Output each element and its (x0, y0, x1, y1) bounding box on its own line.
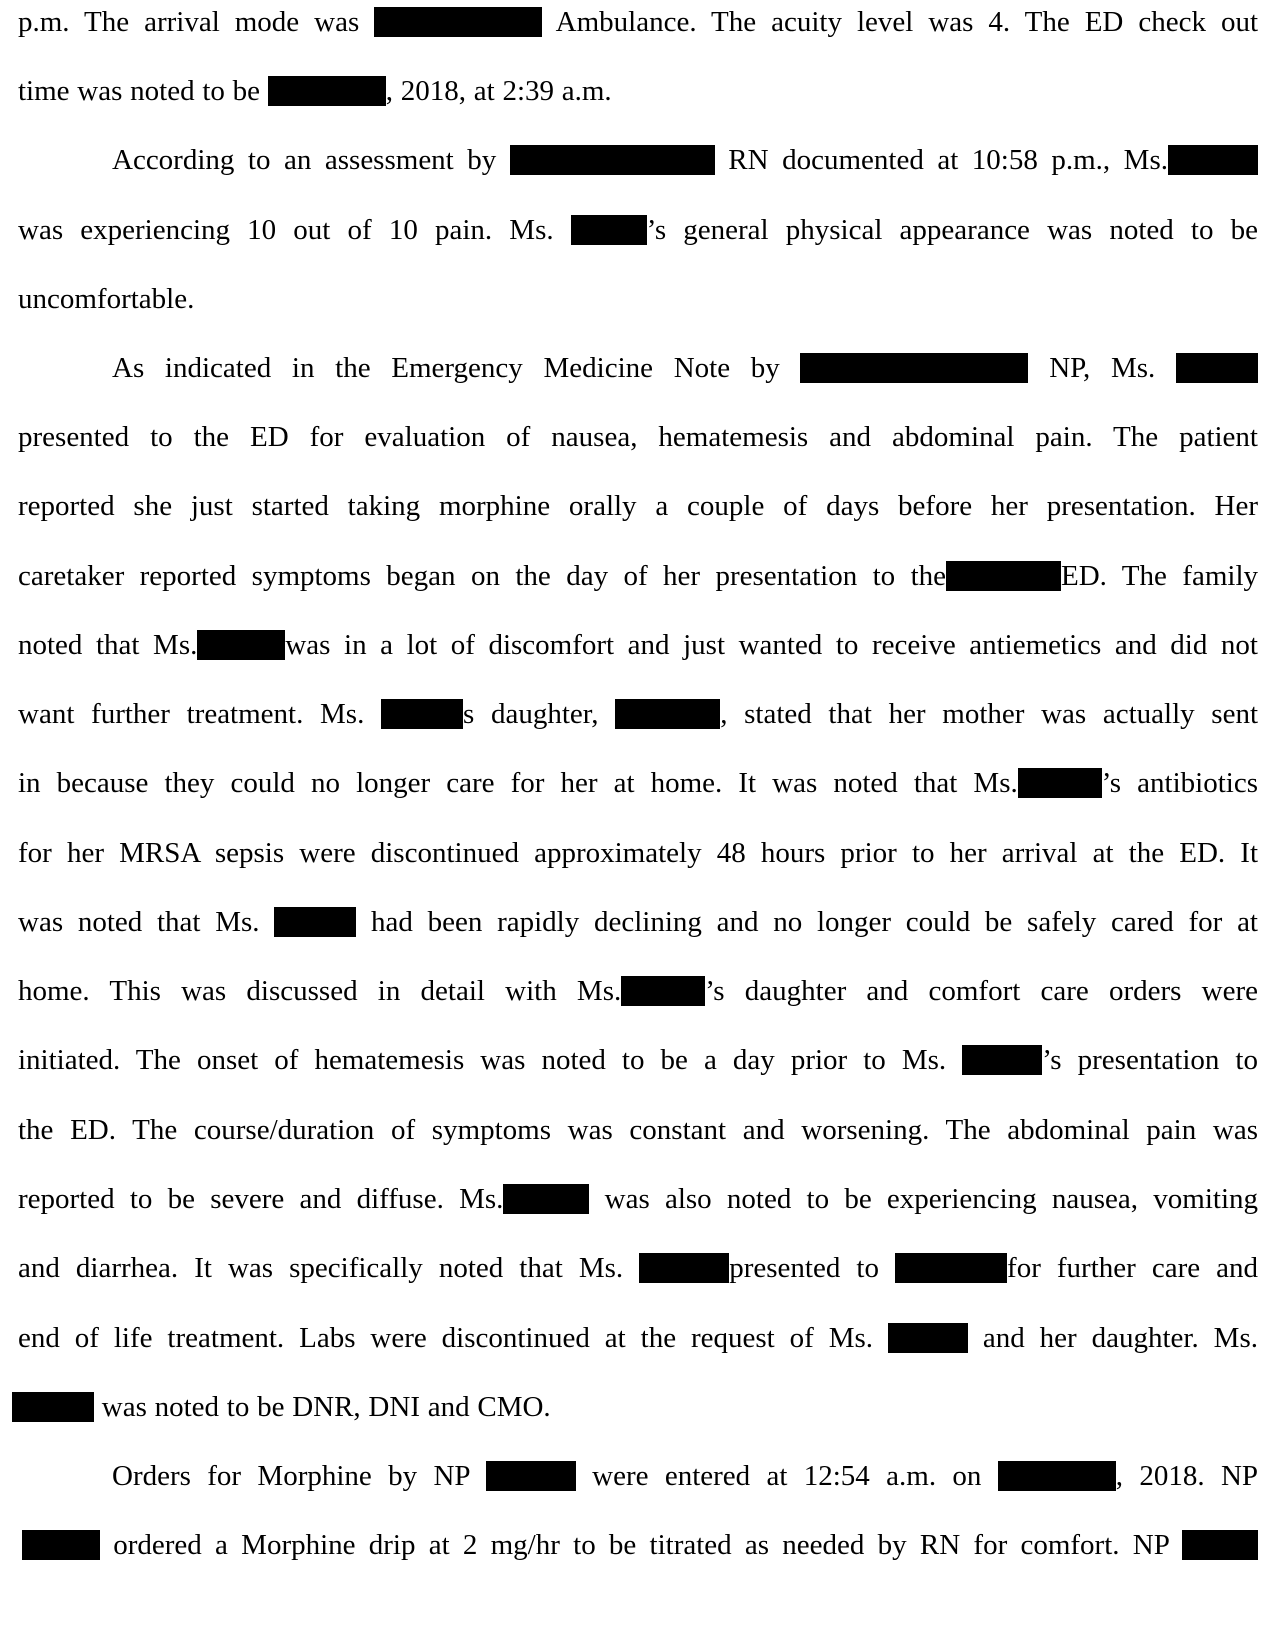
text-line (18, 488, 1258, 524)
paragraph-first-line (112, 142, 1258, 178)
redaction-box (381, 699, 463, 729)
text-segment: the ED. The course/duration of symptoms was constant and worsening. The abdominal pain was (18, 1114, 1258, 1146)
text-segment: ’s daughter and comfort care orders were (705, 975, 1258, 1007)
text-segment: ordered a Morphine drip at 2 mg/hr to be titrated as needed by RN for comfort. NP (113, 1529, 1169, 1561)
redaction-box (22, 1530, 100, 1560)
text-segment: , 2018. NP (1115, 1460, 1259, 1492)
redaction-box (1176, 353, 1258, 383)
text-segment: for further care and (1007, 1252, 1259, 1284)
text-line (18, 1320, 1258, 1356)
redaction-box (12, 1392, 94, 1422)
redaction-box (486, 1461, 576, 1491)
text-segment: end of life treatment. Labs were discontinued at the request of Ms. (18, 1322, 874, 1354)
text-line (18, 558, 1258, 594)
text-segment: was experiencing 10 out of 10 pain. Ms. (18, 214, 554, 246)
text-line (18, 973, 1258, 1009)
text-segment: for her MRSA sepsis were discontinued approximately 48 hours prior to her arrival at the ED. It (18, 837, 1258, 869)
text-segment: NP, Ms. (1049, 352, 1156, 384)
text-segment: in because they could no longer care for her at home. It was noted that Ms. (18, 767, 1018, 799)
redaction-box (998, 1461, 1116, 1491)
text-line (18, 627, 1258, 663)
text-line (18, 281, 1258, 317)
text-segment: ED. The family (1061, 560, 1259, 592)
text-line (18, 419, 1258, 455)
redaction-box (374, 7, 542, 37)
text-segment: , 2018, at 2:39 a.m. (385, 75, 612, 107)
redaction-box (639, 1253, 729, 1283)
text-line (18, 212, 1258, 248)
redaction-box (888, 1323, 968, 1353)
redaction-box (895, 1253, 1007, 1283)
text-line (18, 696, 1258, 732)
text-segment: ’s antibiotics (1101, 767, 1258, 799)
text-segment: and her daughter. Ms. (982, 1322, 1258, 1354)
text-segment: time was noted to be (18, 75, 261, 107)
redaction-box (621, 976, 705, 1006)
redaction-box (274, 907, 356, 937)
text-line (18, 1250, 1258, 1286)
redaction-box (268, 76, 386, 106)
text-segment: uncomfortable. (18, 283, 195, 315)
text-segment: ’s general physical appearance was noted to be (646, 214, 1258, 246)
text-segment: was noted that Ms. (18, 906, 260, 938)
text-line (22, 1527, 1258, 1563)
text-segment: reported she just started taking morphine orally a couple of days before her presentation. Her (18, 490, 1258, 522)
text-segment: s daughter, (463, 698, 599, 730)
text-line (18, 73, 1258, 109)
redaction-box (800, 353, 1028, 383)
text-segment: was also noted to be experiencing nausea, vomiting (604, 1183, 1258, 1215)
redaction-box (615, 699, 720, 729)
text-line (18, 765, 1258, 801)
text-line (12, 1389, 1252, 1425)
redaction-box (962, 1045, 1042, 1075)
text-segment: ’s presentation to (1042, 1044, 1258, 1076)
text-segment: want further treatment. Ms. (18, 698, 365, 730)
paragraph-first-line (112, 350, 1258, 386)
redaction-box (1182, 1530, 1258, 1560)
text-segment: caretaker reported symptoms began on the day of her presentation to the (18, 560, 947, 592)
redaction-box (1018, 768, 1102, 798)
text-segment: presented to (729, 1252, 879, 1284)
text-line (18, 1181, 1258, 1217)
text-segment: presented to the ED for evaluation of nausea, hematemesis and abdominal pain. The patient (18, 421, 1258, 453)
text-segment: initiated. The onset of hematemesis was noted to be a day prior to Ms. (18, 1044, 947, 1076)
text-segment: was noted to be DNR, DNI and CMO. (101, 1391, 551, 1423)
text-line (18, 904, 1258, 940)
text-line (18, 1042, 1258, 1078)
redaction-box (510, 145, 715, 175)
text-segment: p.m. The arrival mode was (18, 6, 360, 38)
text-segment: home. This was discussed in detail with Ms. (18, 975, 622, 1007)
text-segment: and diarrhea. It was specifically noted that Ms. (18, 1252, 624, 1284)
text-segment: had been rapidly declining and no longer could be safely cared for at (371, 906, 1258, 938)
paragraph-first-line (112, 1458, 1258, 1494)
text-segment: According to an assessment by (112, 144, 497, 176)
redaction-box (197, 630, 285, 660)
text-segment: As indicated in the Emergency Medicine Note by (112, 352, 780, 384)
text-line (18, 1112, 1258, 1148)
text-segment: RN documented at 10:58 p.m., Ms. (728, 144, 1168, 176)
text-segment: reported to be severe and diffuse. Ms. (18, 1183, 504, 1215)
text-line (18, 835, 1258, 871)
redaction-box (571, 215, 647, 245)
text-segment: was in a lot of discomfort and just wanted to receive antiemetics and did not (285, 629, 1258, 661)
text-segment: were entered at 12:54 a.m. on (592, 1460, 982, 1492)
redaction-box (946, 561, 1061, 591)
text-segment: , stated that her mother was actually sent (720, 698, 1258, 730)
text-segment: Orders for Morphine by NP (112, 1460, 470, 1492)
redaction-box (1168, 145, 1258, 175)
text-line (18, 4, 1258, 40)
text-segment: Ambulance. The acuity level was 4. The ED check out (555, 6, 1258, 38)
redaction-box (503, 1184, 589, 1214)
text-segment: noted that Ms. (18, 629, 198, 661)
